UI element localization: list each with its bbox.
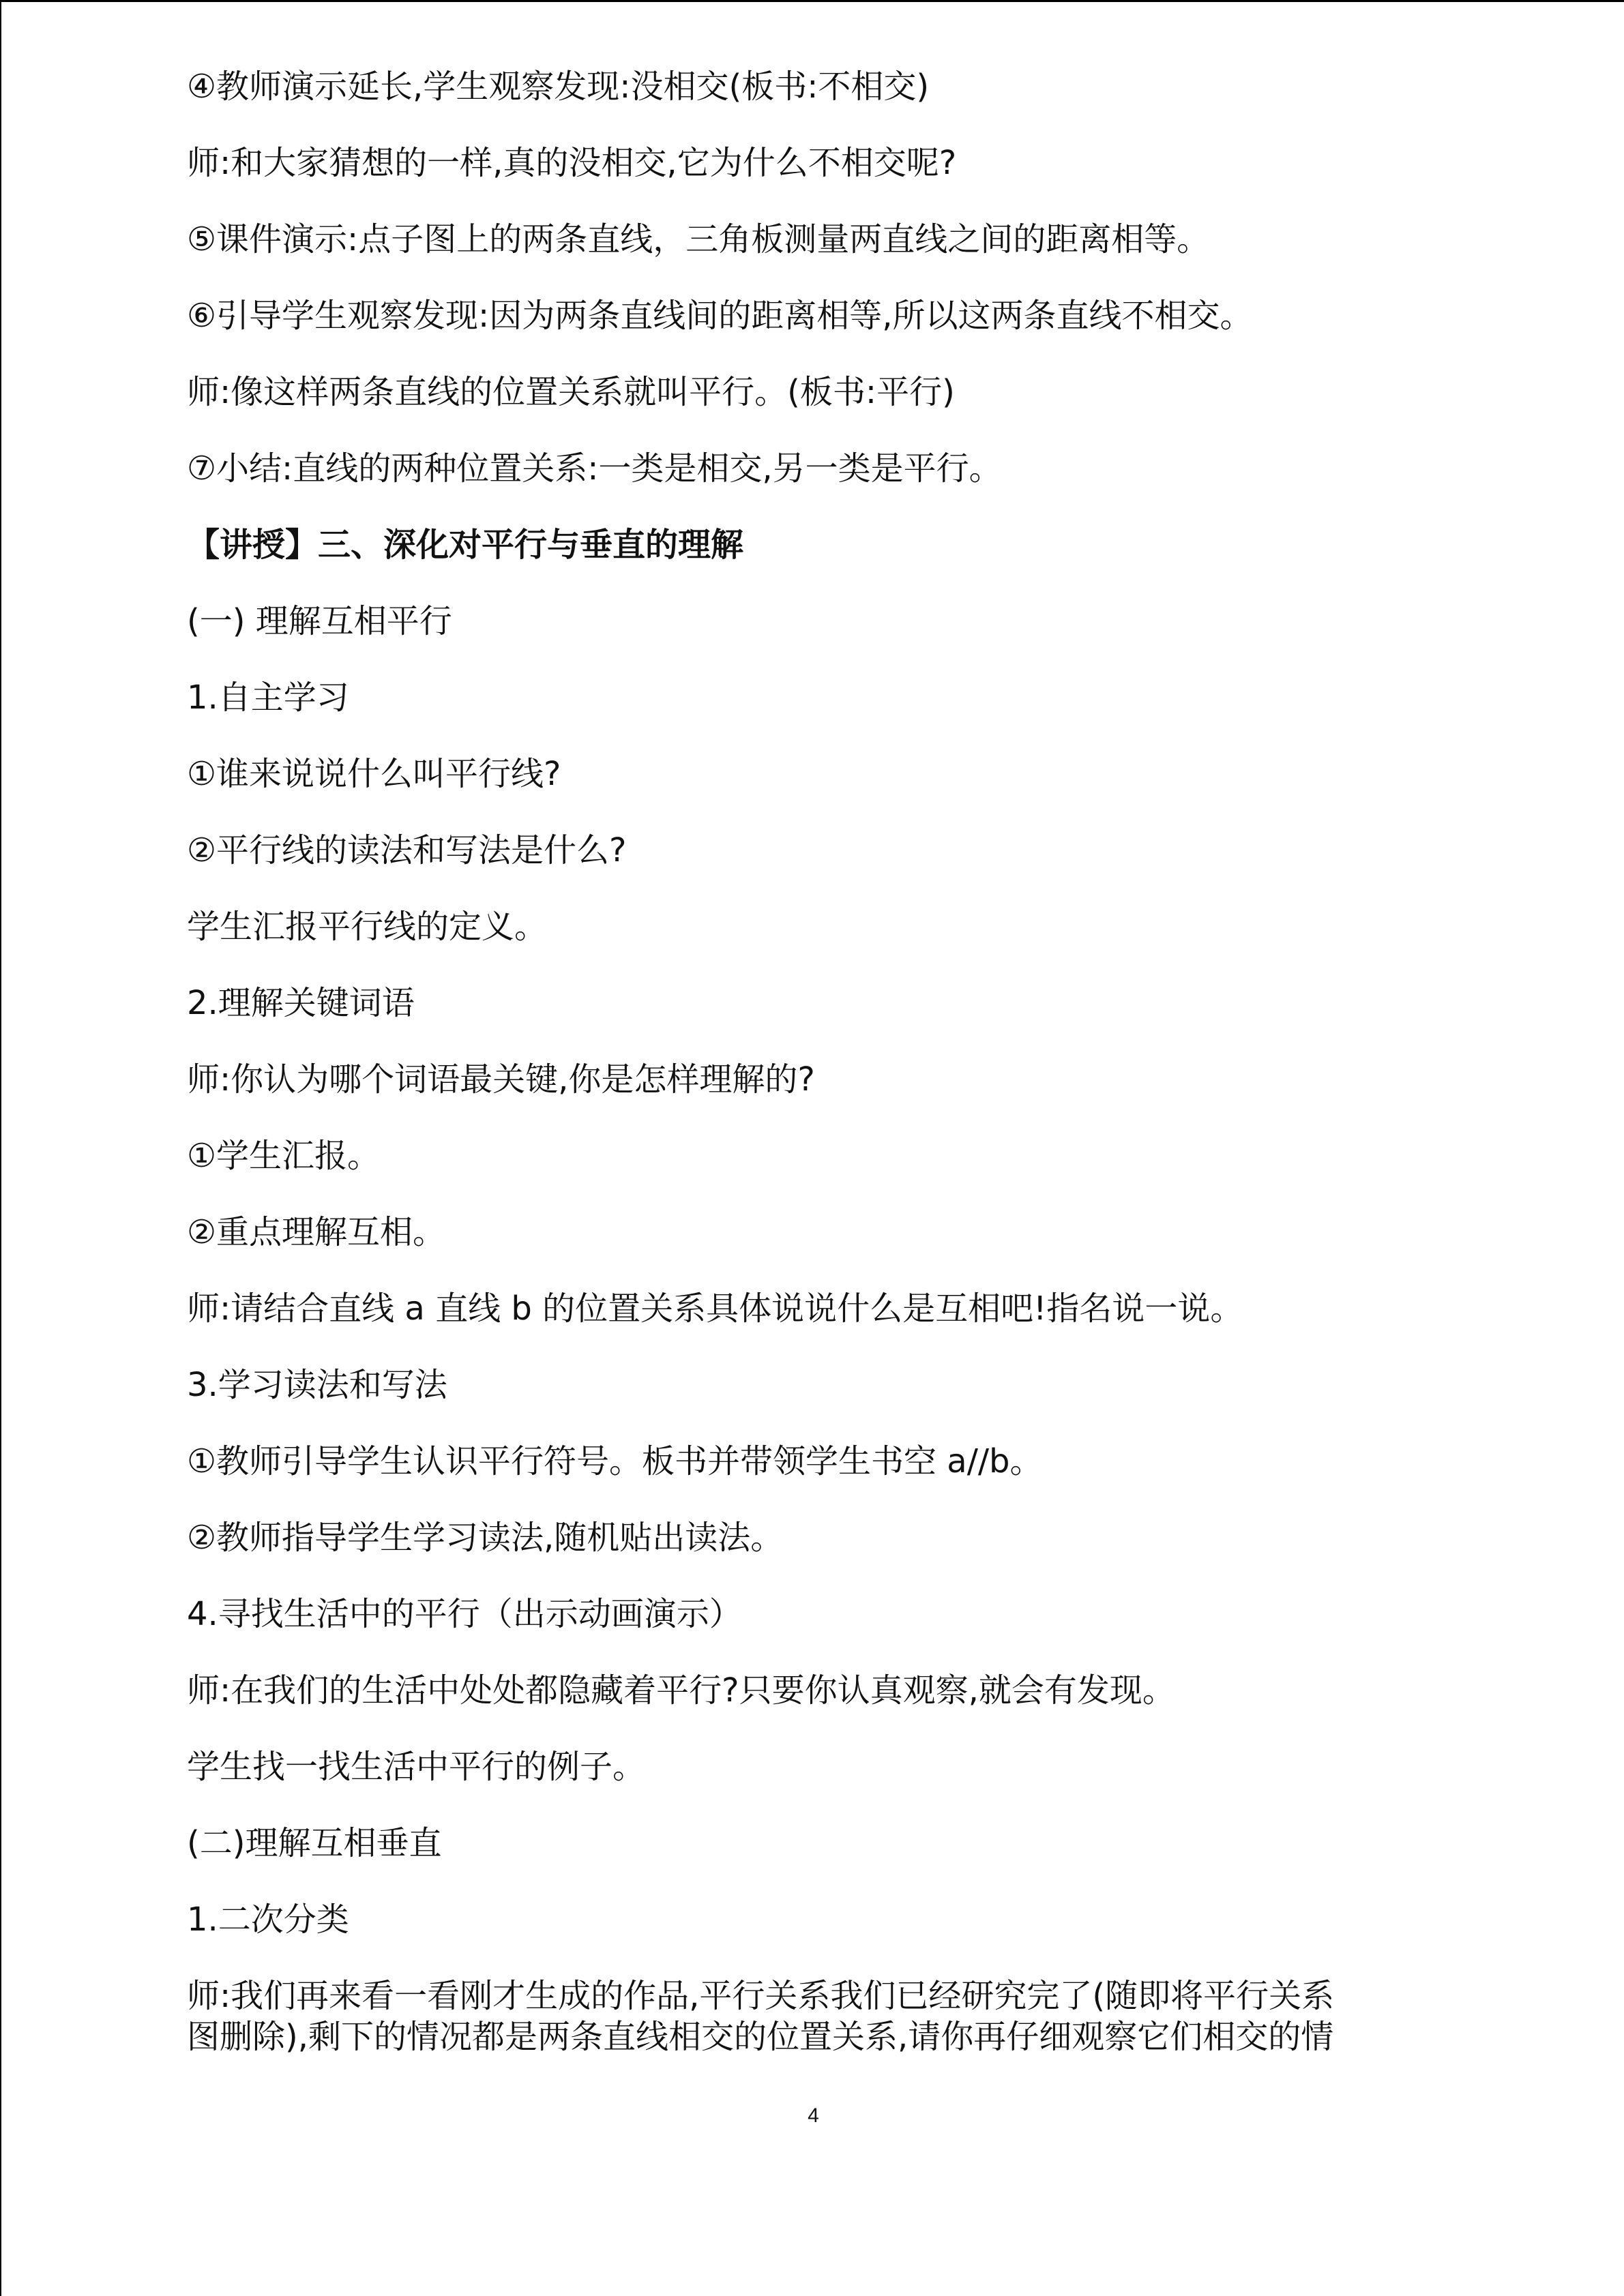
text-line: ②教师指导学生学习读法,随机贴出读法。 [187, 1519, 784, 1557]
text-line: ④教师演示延长,学生观察发现:没相交(板书:不相交) [187, 68, 930, 106]
text-line: 师:像这样两条直线的位置关系就叫平行。(板书:平行) [187, 373, 955, 411]
text-line: 师:请结合直线 a 直线 b 的位置关系具体说说什么是互相吧!指名说一说。 [187, 1289, 1243, 1328]
text-line: ①谁来说说什么叫平行线? [187, 755, 561, 793]
text-line: 学生找一找生活中平行的例子。 [187, 1748, 646, 1786]
text-line: 师:我们再来看一看刚才生成的作品,平行关系我们已经研究完了(随即将平行关系 [187, 1977, 1335, 2015]
text-line: 1.自主学习 [187, 679, 349, 717]
subsection-heading: (一) 理解互相平行 [187, 602, 452, 640]
text-line: 图删除),剩下的情况都是两条直线相交的位置关系,请你再仔细观察它们相交的情 [187, 2018, 1334, 2056]
subsection-heading: (二)理解互相垂直 [187, 1824, 442, 1862]
text-line: ①学生汇报。 [187, 1137, 381, 1175]
text-line: 3.学习读法和写法 [187, 1366, 447, 1404]
text-line: ②重点理解互相。 [187, 1213, 446, 1251]
text-line: 学生汇报平行线的定义。 [187, 908, 548, 946]
text-line: ①教师引导学生认识平行符号。板书并带领学生书空 a//b。 [187, 1442, 1043, 1480]
text-line: ⑦小结:直线的两种位置关系:一类是相交,另一类是平行。 [187, 449, 1002, 488]
text-line: ⑥引导学生观察发现:因为两条直线间的距离相等,所以这两条直线不相交。 [187, 297, 1253, 335]
document-body [187, 66, 1524, 2057]
text-line: ②平行线的读法和写法是什么? [187, 831, 627, 869]
text-line: 师:你认为哪个词语最关键,你是怎样理解的? [187, 1060, 815, 1099]
section-heading: 【讲授】三、深化对平行与垂直的理解 [187, 526, 744, 564]
text-line: 师:在我们的生活中处处都隐藏着平行?只要你认真观察,就会有发现。 [187, 1671, 1175, 1710]
text-line: 师:和大家猜想的一样,真的没相交,它为什么不相交呢? [187, 144, 957, 182]
page-number: 4 [808, 2104, 819, 2127]
text-line: 1.二次分类 [187, 1900, 349, 1939]
text-line: 4.寻找生活中的平行（出示动画演示） [187, 1595, 742, 1633]
text-line: 2.理解关键词语 [187, 984, 415, 1022]
final-paragraph [187, 1976, 1524, 2057]
text-line: ⑤课件演示:点子图上的两条直线，三角板测量两直线之间的距离相等。 [187, 220, 1210, 258]
